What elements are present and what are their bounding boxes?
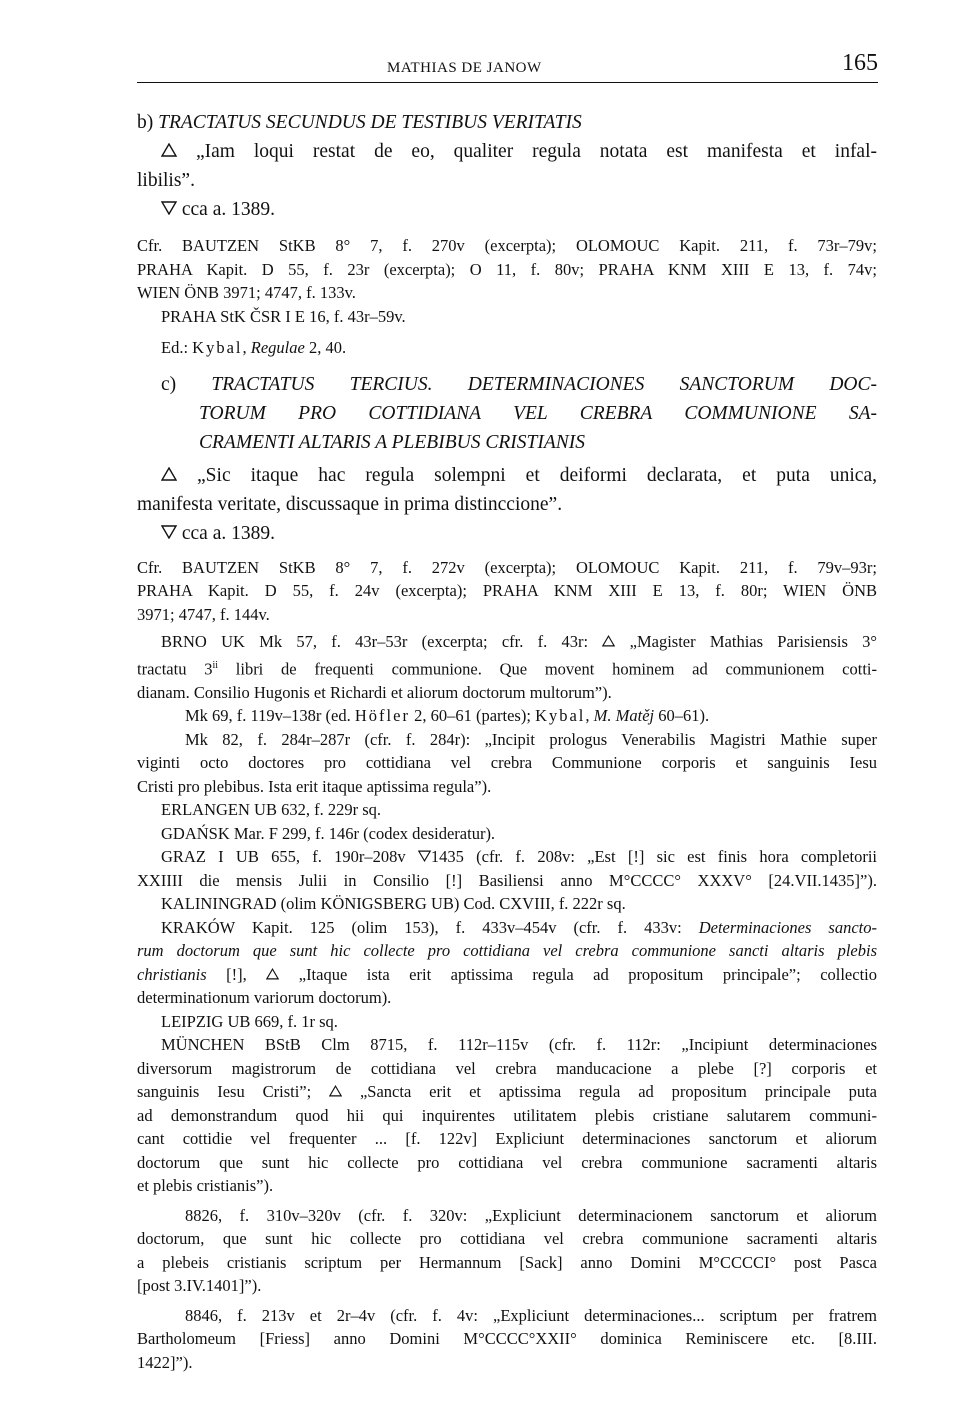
manuscript-entry-krakow-cont: determinationum variorum doctorum). xyxy=(137,988,392,1007)
edition-line xyxy=(137,336,877,360)
edition-ref: 2, 40. xyxy=(304,338,347,357)
edition-author: Höfler xyxy=(354,706,410,725)
manuscript-entry-graz xyxy=(137,845,877,869)
explicit-triangle-icon xyxy=(161,201,177,215)
cfr-line: PRAHA Kapit. D 55, f. 24v (excerpta); PRAHA KNM XIII E 13, f. 80r; WIEN ÖNB xyxy=(137,581,877,600)
edition-author: Kybal xyxy=(192,338,243,357)
page-number: 165 xyxy=(842,50,878,76)
manuscript-entry-8846-cont: 1422]”). xyxy=(137,1352,193,1372)
incipit-triangle-icon xyxy=(329,1085,342,1097)
entry-text: 1435 (cfr. f. 208v: „Est [!] sic est finis hora completorii xyxy=(430,847,877,866)
manuscript-entry-brno-cont xyxy=(137,654,877,681)
section-b-heading xyxy=(137,108,877,137)
entry-italic: christianis xyxy=(137,964,207,984)
manuscript-entry-munchen: MÜNCHEN BStB Clm 8715, f. 112r–115v (cfr. f. 112r: „Incipiunt determinaciones xyxy=(161,1035,877,1054)
entry-text: KRAKÓW Kapit. 125 (olim 153), f. 433v–454v (cfr. f. 433v: xyxy=(161,917,699,937)
entry-text: , xyxy=(585,706,594,725)
date-text: cca a. 1389. xyxy=(177,522,275,544)
page-header xyxy=(137,50,878,90)
date-text: cca a. 1389. xyxy=(177,199,275,220)
manuscript-entry-kaliningrad: KALININGRAD (olim KÖNIGSBERG UB) Cod. CXVIII, f. 222r sq. xyxy=(161,894,626,913)
manuscript-entry-graz-cont: XXIIII die mensis Julii in Consilio [!] Basiliensi anno M°CCCC° XXXV° [24.VII.1435]”). xyxy=(137,870,877,890)
edition-title: Regulae xyxy=(250,338,305,357)
edition-sep: , xyxy=(242,338,251,357)
manuscript-entry-mk82: Mk 82, f. 284r–287r (cfr. f. 284r): „Incipit prologus Venerabilis Magistri Mathie super xyxy=(185,729,877,749)
edition-author: Kybal xyxy=(535,706,586,725)
section-b-incipit-line xyxy=(137,137,877,166)
entry-text: sanguinis Iesu Cristi”; xyxy=(137,1082,330,1101)
section-c-title-cont: TORUM PRO COTTIDIANA VEL CREBRA COMMUNIONE SA- xyxy=(199,402,877,424)
manuscript-entry-8826-cont: doctorum, que sunt hic collecte pro cottidiana vel crebra communione sacramenti altaris xyxy=(137,1229,877,1248)
section-b-incipit-cont: libilis”. xyxy=(137,170,195,191)
section-b-label: b) xyxy=(137,112,159,133)
cfr-line: 3971; 4747, f. 144v. xyxy=(137,604,270,624)
incipit-triangle-icon xyxy=(266,968,279,980)
section-b-date xyxy=(137,195,877,224)
incipit-triangle-icon xyxy=(161,143,177,157)
manuscript-entry-8826-cont: [post 3.IV.1401]”). xyxy=(137,1276,262,1295)
edition-label: Ed.: xyxy=(161,338,193,357)
manuscript-entry-8826: 8826, f. 310v–320v (cfr. f. 320v: „Expliciunt determinacionem sanctorum et aliorum xyxy=(185,1205,877,1225)
section-c-date xyxy=(137,519,877,548)
section-c-title: TRACTATUS TERCIUS. DETERMINACIONES SANCTORUM DOC- xyxy=(211,373,878,395)
entry-text: „Itaque ista erit aptissima regula ad propositum principale”; collectio xyxy=(279,964,877,984)
entry-italic: Determinaciones sancto- xyxy=(698,917,877,937)
cfr-line: Cfr. BAUTZEN StKB 8° 7, f. 272v (excerpta); OLOMOUC Kapit. 211, f. 79v–93r; xyxy=(137,557,877,577)
section-c-title-cont: CRAMENTI ALTARIS A PLEBIBUS CRISTIANIS xyxy=(199,431,585,453)
manuscript-entry-8846: 8846, f. 213v et 2r–4v (cfr. f. 4v: „Expliciunt determinaciones... scriptum per fratrem xyxy=(185,1305,877,1325)
edition-title: M. Matěj xyxy=(593,706,655,725)
manuscript-entry-mk82-cont: Cristi pro plebibus. Ista erit itaque aptissima regula”). xyxy=(137,776,492,796)
superscript: ii xyxy=(212,659,219,671)
manuscript-entry-brno-cont: dianam. Consilio Hugonis et Richardi et aliorum doctorum multorum”). xyxy=(137,682,612,702)
manuscript-entry-krakow xyxy=(137,916,877,940)
entry-text: GRAZ I UB 655, f. 190r–208v xyxy=(161,847,418,866)
entry-text: 60–61). xyxy=(654,706,710,725)
cfr-line: WIEN ÖNB 3971; 4747, f. 133v. xyxy=(137,283,356,302)
entry-text: [!], xyxy=(206,964,267,984)
section-c-incipit-cont: manifesta veritate, discussaque in prima distinccione”. xyxy=(137,493,563,515)
entry-text: libri de frequenti communione. Que movent hominem ad communionem cotti- xyxy=(218,659,878,678)
cfr-line: Cfr. BAUTZEN StKB 8° 7, f. 270v (excerpta); OLOMOUC Kapit. 211, f. 73r–79v; xyxy=(137,236,877,255)
manuscript-entry-erlangen: ERLANGEN UB 632, f. 229r sq. xyxy=(161,800,381,819)
entry-text: „Sancta erit et aptissima regula ad propositum principale puta xyxy=(342,1082,878,1101)
incipit-text: „Sic itaque hac regula solempni et deiformi declarata, et puta unica, xyxy=(177,464,877,486)
entry-text: 2, 60–61 (partes); xyxy=(409,706,536,725)
manuscript-entry-munchen-cont xyxy=(137,1080,877,1104)
header-rule xyxy=(137,82,878,83)
manuscript-entry-krakow-cont: rum doctorum que sunt hic collecte pro cottidiana vel crebra communione sancti altaris plebis xyxy=(137,941,877,960)
manuscript-entry-leipzig: LEIPZIG UB 669, f. 1r sq. xyxy=(161,1011,338,1031)
manuscript-entry-8846-cont: Bartholomeum [Friess] anno Domini M°CCCC°XXII° dominica Reminiscere etc. [8.III. xyxy=(137,1329,877,1348)
manuscript-entry-mk69 xyxy=(137,704,877,728)
manuscript-entry-mk82-cont: viginti octo doctores pro cottidiana vel crebra Communione corporis et sanguinis Iesu xyxy=(137,753,877,772)
manuscript-entry-munchen-cont: diversorum magistrorum de cottidiana vel crebra manducacione a plebe [?] corporis et xyxy=(137,1058,877,1078)
incipit-text: „Iam loqui restat de eo, qualiter regula notata est manifesta et infal- xyxy=(177,141,877,162)
page-body xyxy=(137,108,877,1374)
entry-text: Mk 69, f. 119v–138r (ed. xyxy=(185,706,355,725)
entry-text: tractatu 3 xyxy=(137,659,213,678)
incipit-triangle-icon xyxy=(161,467,177,481)
manuscript-entry-brno xyxy=(137,630,877,654)
manuscript-entry-munchen-cont: ad demonstrandum quod hii qui inquirentes utilitatem plebis cristiane salutarem communi- xyxy=(137,1105,877,1125)
manuscript-entry-munchen-cont: et plebis cristianis”). xyxy=(137,1176,274,1195)
manuscript-entry-8826-cont: a plebeis cristianis scriptum per Hermannum [Sack] anno Domini M°CCCCI° post Pasca xyxy=(137,1252,877,1272)
manuscript-entry-krakow-cont xyxy=(137,963,877,987)
entry-text: „Magister Mathias Parisiensis 3° xyxy=(615,632,877,651)
cfr-line: PRAHA Kapit. D 55, f. 23r (excerpta); O 11, f. 80v; PRAHA KNM XIII E 13, f. 74v; xyxy=(137,259,877,279)
running-head: MATHIAS DE JANOW xyxy=(387,60,542,76)
section-b-title: TRACTATUS SECUNDUS DE TESTIBUS VERITATIS xyxy=(158,112,582,133)
section-c-label: c) xyxy=(161,373,212,395)
section-c-heading xyxy=(137,370,877,399)
explicit-triangle-icon xyxy=(161,525,177,539)
cfr-line: PRAHA StK ČSR I E 16, f. 43r–59v. xyxy=(161,306,406,326)
manuscript-entry-munchen-cont: cant cottidie vel frequenter ... [f. 122v] Expliciunt determinaciones sanctorum et aliorum xyxy=(137,1129,877,1148)
incipit-triangle-icon xyxy=(602,635,615,647)
manuscript-entry-munchen-cont: doctorum que sunt hic collecte pro cottidiana vel crebra communione sacramenti altaris xyxy=(137,1152,877,1172)
explicit-triangle-icon xyxy=(418,850,431,862)
manuscript-entry-gdansk: GDAŃSK Mar. F 299, f. 146r (codex desideratur). xyxy=(161,823,496,843)
section-c-incipit-line xyxy=(137,461,877,490)
entry-text: BRNO UK Mk 57, f. 43r–53r (excerpta; cfr. f. 43r: xyxy=(161,632,603,651)
